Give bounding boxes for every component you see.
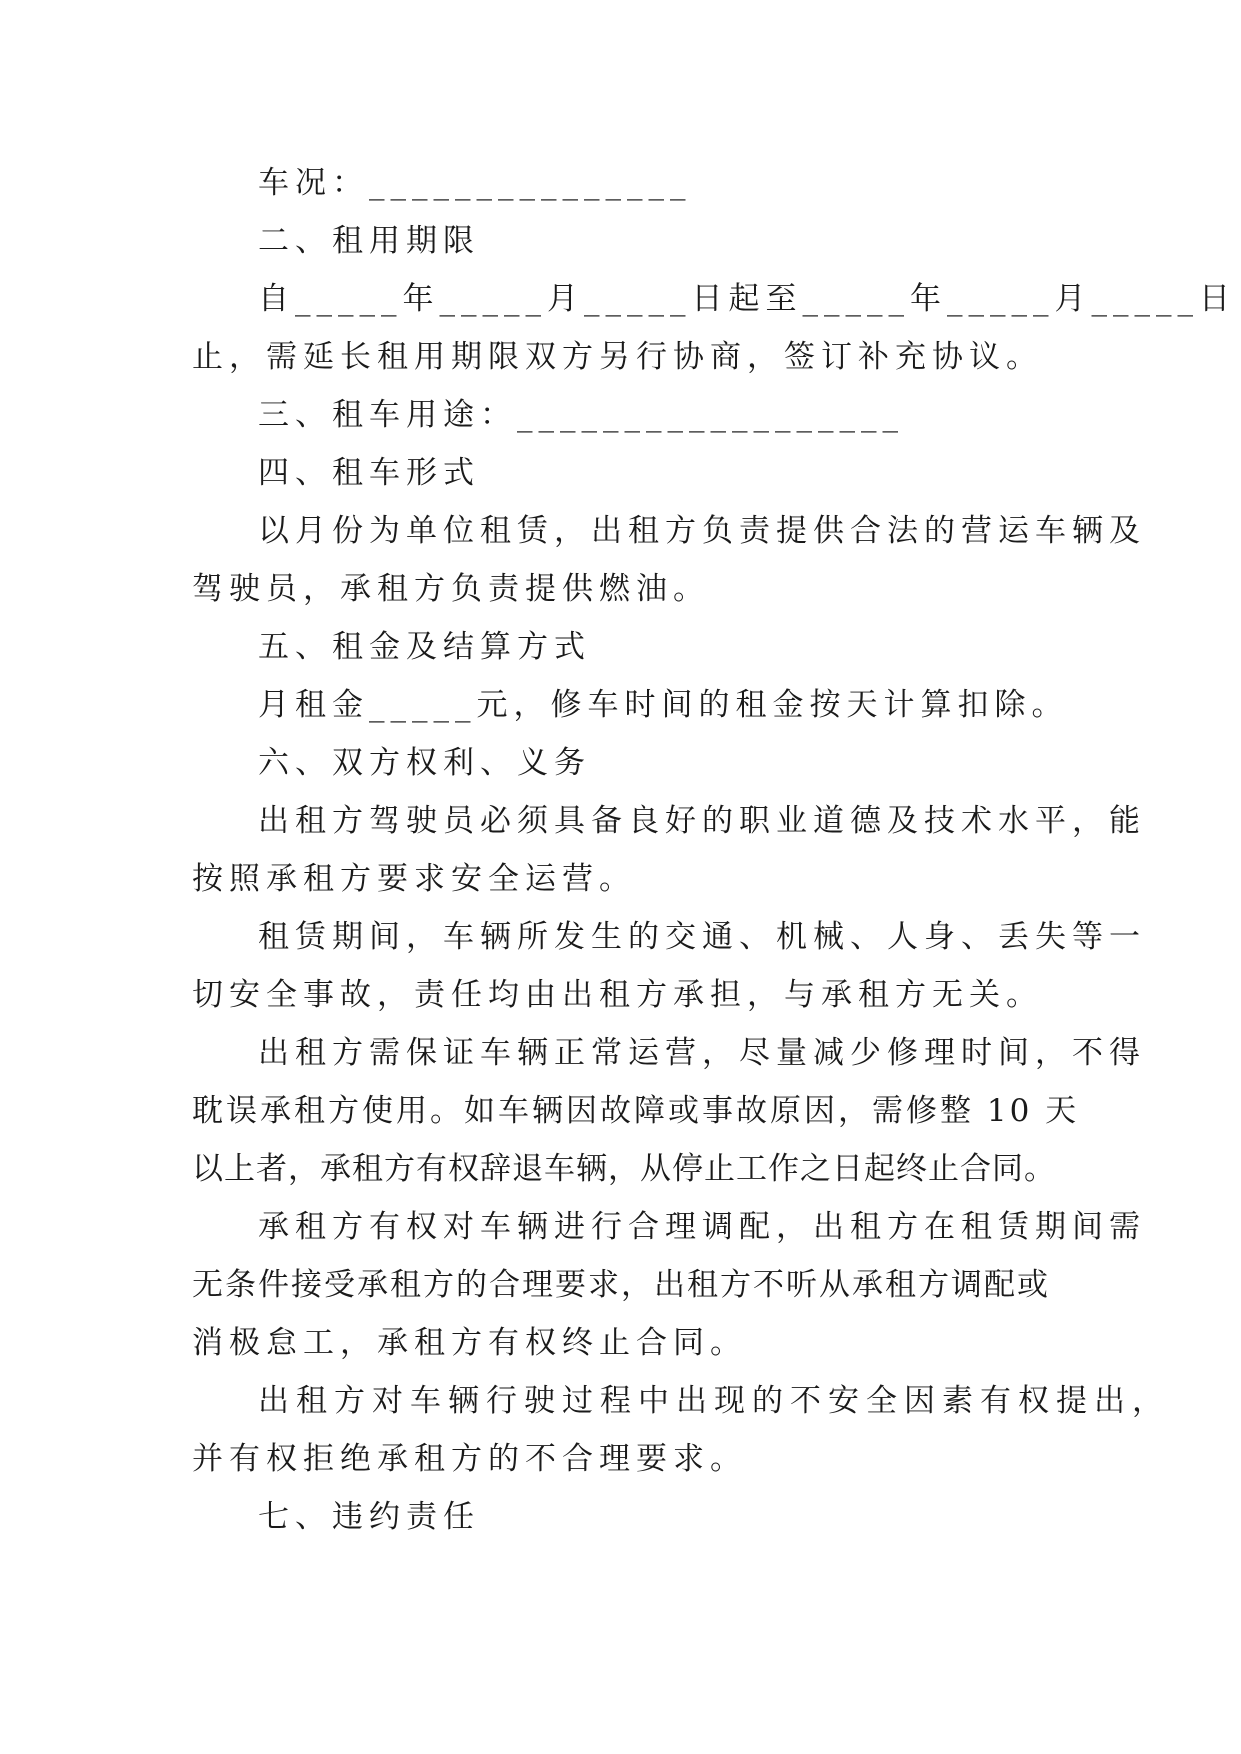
paragraph-line: 出租方需保证车辆正常运营，尽量减少修理时间，不得 xyxy=(258,1035,1146,1071)
paragraph-line: 出租方驾驶员必须具备良好的职业道德及技术水平，能 xyxy=(258,803,1146,839)
section-heading-rent-settlement: 五、租金及结算方式 xyxy=(258,629,591,665)
paragraph-line: 以上者，承租方有权辞退车辆，从停止工作之日起终止合同。 xyxy=(192,1151,1056,1187)
paragraph-line: 出租方对车辆行驶过程中出现的不安全因素有权提出， xyxy=(258,1383,1170,1419)
paragraph-line: 消极怠工，承租方有权终止合同。 xyxy=(192,1325,747,1361)
paragraph-line: 无条件接受承租方的合理要求，出租方不听从承租方调配或 xyxy=(192,1267,1050,1303)
paragraph-line: 驾驶员，承租方负责提供燃油。 xyxy=(192,571,710,607)
paragraph-line: 并有权拒绝承租方的不合理要求。 xyxy=(192,1441,747,1477)
paragraph-line: 耽误承租方使用。如车辆因故障或事故原因，需修整 10 天 xyxy=(192,1093,1080,1129)
section-heading-rights-obligations: 六、双方权利、义务 xyxy=(258,745,591,781)
section-heading-rental-period: 二、租用期限 xyxy=(258,223,480,259)
paragraph-line: 按照承租方要求安全运营。 xyxy=(192,861,636,897)
paragraph-line: 租赁期间，车辆所发生的交通、机械、人身、丢失等一 xyxy=(258,919,1146,955)
section-heading-breach-liability: 七、违约责任 xyxy=(258,1499,480,1535)
paragraph-line: 以月份为单位租赁，出租方负责提供合法的营运车辆及 xyxy=(258,513,1146,549)
section-heading-rental-form: 四、租车形式 xyxy=(258,455,480,491)
paragraph-line: 月租金_____元，修车时间的租金按天计算扣除。 xyxy=(258,687,1069,723)
paragraph-line: 自_____年_____月_____日起至_____年_____月_____日 xyxy=(258,281,1236,317)
paragraph-line: 承租方有权对车辆进行合理调配，出租方在租赁期间需 xyxy=(258,1209,1146,1245)
paragraph-line: 切安全事故，责任均由出租方承担，与承租方无关。 xyxy=(192,977,1043,1013)
paragraph-line: 止，需延长租用期限双方另行协商，签订补充协议。 xyxy=(192,339,1043,375)
line-vehicle-condition: 车况：_______________ xyxy=(258,165,692,201)
line-rental-purpose: 三、租车用途：__________________ xyxy=(258,397,904,433)
